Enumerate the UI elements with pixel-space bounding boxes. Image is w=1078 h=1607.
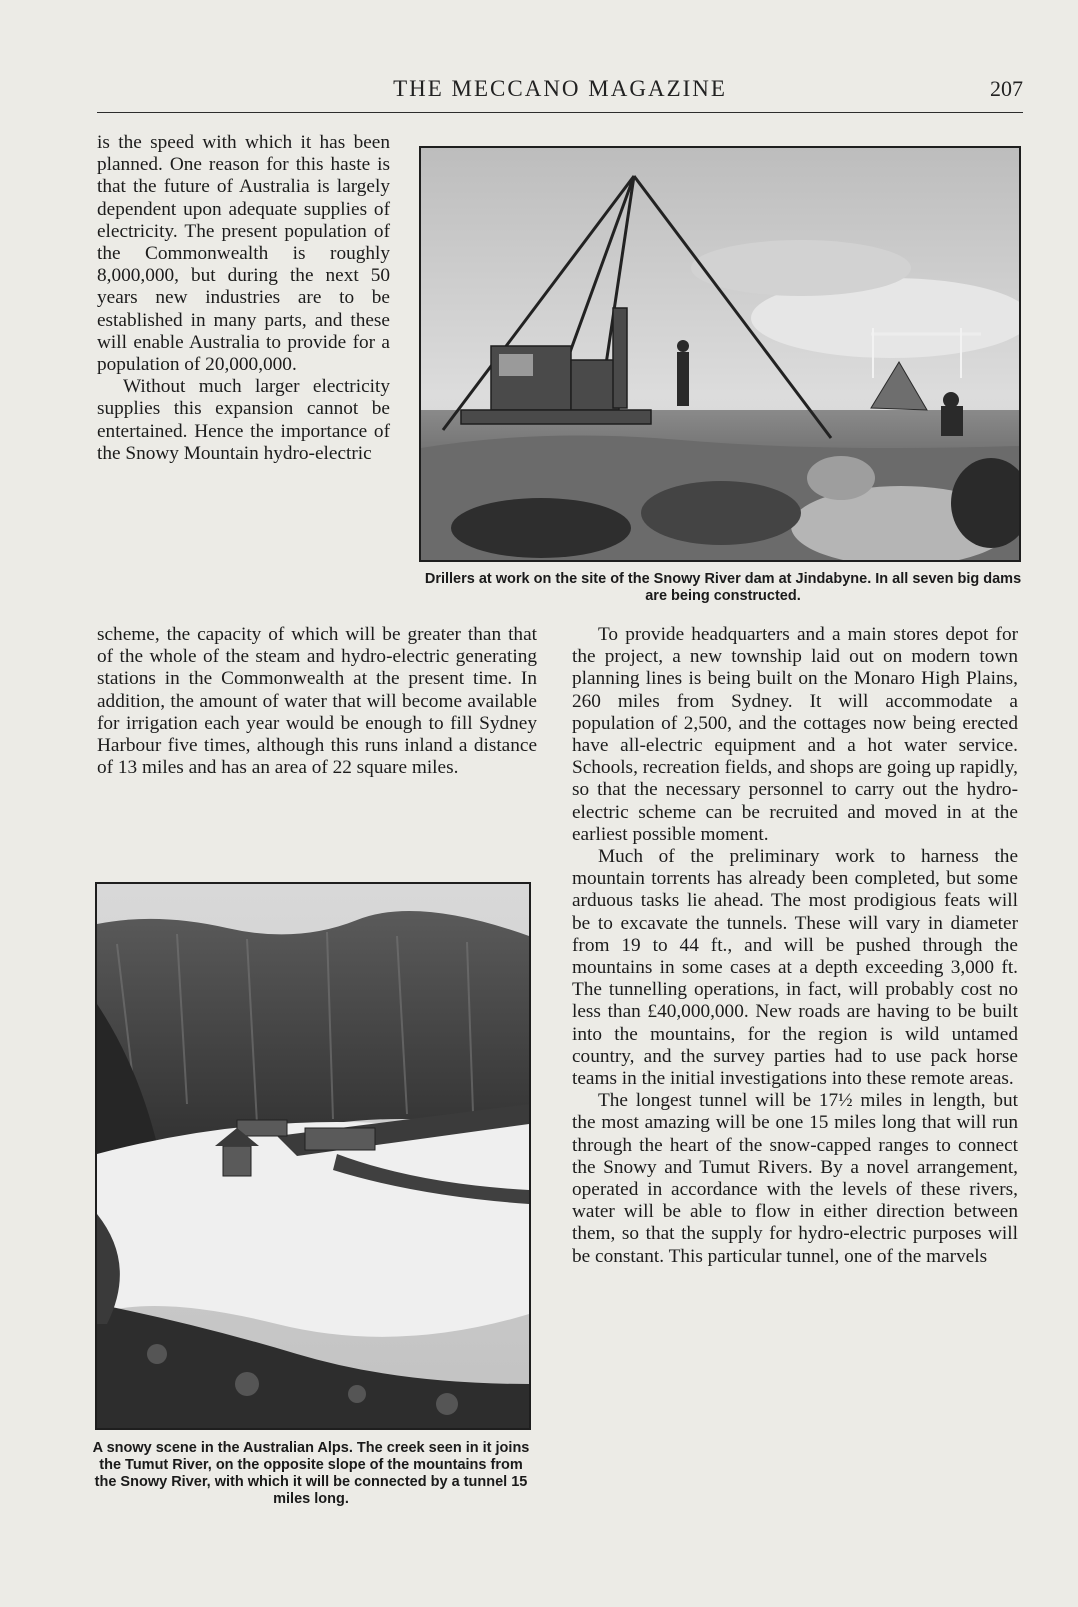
article-column-narrow bbox=[97, 132, 390, 465]
photo-caption-snowy-scene: A snowy scene in the Australian Alps. The creek seen in it joins the Tumut River, on the opposite slope of the mountains from the Snowy River, with which it will be connected by a tunnel 15 miles long. bbox=[92, 1440, 530, 1507]
page-number: 207 bbox=[990, 76, 1023, 101]
snowy-valley-illustration bbox=[97, 884, 529, 1428]
paragraph: To provide headquarters and a main stores depot for the project, a new township laid out on modern town planning lines is being built on the Monaro High Plains, 260 miles from Sydney. It will accommodate a population of 2,500, and the cottages now being erected have all-electric equipment and a hot water service. Schools, recreation fields, and shops are going up rapidly, so that the necessary personnel to carry out the hydro-electric scheme can be recruited and moved in at the earliest possible moment. bbox=[572, 624, 1018, 845]
paragraph: scheme, the capacity of which will be greater than that of the whole of the steam and hydro-electric generating stations in the Commonwealth at the present time. In addition, the amount of water that will become available for irrigation each year would be enough to fill Sydney Harbour five times, although this runs inland a distance of 13 miles and has an area of 22 square miles. bbox=[97, 624, 537, 779]
article-column-left bbox=[97, 624, 537, 779]
paragraph: Without much larger electricity supplies this expansion cannot be entertained. Hence the importance of the Snowy Mountain hydro-electric bbox=[97, 376, 390, 464]
photo-snowy-scene bbox=[95, 882, 531, 1430]
paragraph: Much of the preliminary work to harness the mountain torrents has already been completed, but some arduous tasks lie ahead. The most prodigious feats will be to excavate the tunnels. These will vary in diameter from 19 to 44 ft., and will be pushed through the mountains in some cases at a depth exceeding 3,000 ft. The tunnelling operations, in fact, will probably cost no less than £40,000,000. New roads are having to be built into the mountains, for the region is wild untamed country, and the survey parties had to use pack horse teams in the initial investigations into these remote areas. bbox=[572, 846, 1018, 1090]
drilling-rig-illustration bbox=[421, 148, 1019, 560]
photo-caption-drillers: Drillers at work on the site of the Snowy River dam at Jindabyne. In all seven big dams are being constructed. bbox=[424, 571, 1022, 604]
running-header bbox=[97, 76, 1023, 113]
paragraph: The longest tunnel will be 17½ miles in length, but the most amazing will be one 15 miles long that will run through the heart of the snow-capped ranges to connect the Snowy and Tumut Rivers. By a novel arrangement, operated in accordance with the levels of these rivers, water will be able to flow in either direction between them, so that the supply for hydro-electric purposes will be constant. This particular tunnel, one of the marvels bbox=[572, 1090, 1018, 1267]
article-column-right bbox=[572, 624, 1018, 1268]
paragraph: is the speed with which it has been planned. One reason for this haste is that the future of Australia is largely dependent upon adequate supplies of electricity. The present population of the Commonwealth is roughly 8,000,000, but during the next 50 years new industries are to be established in many parts, and these will enable Australia to provide for a population of 20,000,000. bbox=[97, 132, 390, 376]
photo-drillers bbox=[419, 146, 1021, 562]
magazine-title: THE MECCANO MAGAZINE bbox=[393, 76, 727, 101]
